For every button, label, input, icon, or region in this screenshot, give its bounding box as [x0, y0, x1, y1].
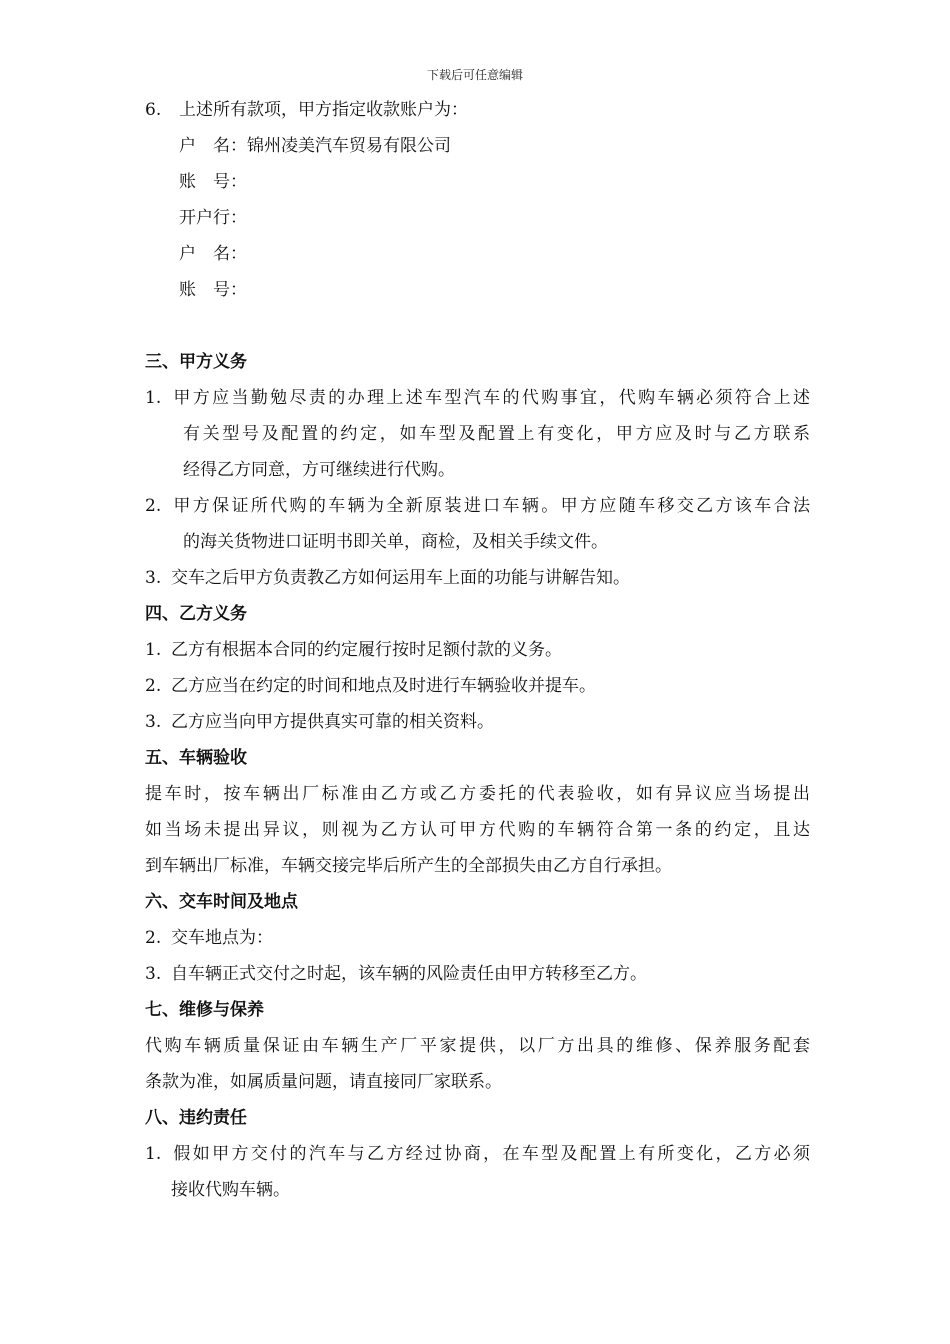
payment-intro-line [145, 92, 810, 128]
item-number: 6. [145, 100, 162, 120]
item-number: 2. [145, 496, 162, 516]
item-number: 1. [145, 1144, 162, 1164]
account-line [145, 236, 810, 272]
item-number: 1. [145, 388, 162, 408]
item-text: 假如甲方交付的汽车与乙方经过协商，在车型及配置上有所变化，乙方必须 [171, 1144, 810, 1164]
item-number: 3. [145, 568, 162, 588]
paragraph-line: 如当场未提出异议，则视为乙方认可甲方代购的车辆符合第一条的约定，且达 [145, 820, 810, 840]
item-text: 乙方有根据本合同的约定履行按时足额付款的义务。 [171, 640, 562, 660]
item-text: 交车之后甲方负责教乙方如何运用车上面的功能与讲解告知。 [171, 568, 630, 588]
header-note: 下载后可任意编辑 [426, 68, 523, 82]
paragraph-line: 提车时，按车辆出厂标准由乙方或乙方委托的代表验收，如有异议应当场提出 [145, 784, 810, 804]
document-body [145, 92, 810, 1208]
payment-intro: 上述所有款项，甲方指定收款账户为： [179, 100, 468, 120]
list-item [145, 668, 810, 704]
list-item [145, 1136, 810, 1172]
account-line [145, 200, 810, 236]
item-continuation: 接收代购车辆。 [171, 1180, 290, 1200]
paragraph-line: 代购车辆质量保证由车辆生产厂平家提供，以厂方出具的维修、保养服务配套 [145, 1036, 810, 1056]
section-title: 七、维修与保养 [145, 1000, 264, 1020]
list-item [145, 920, 810, 956]
account-line [145, 164, 810, 200]
account-line [145, 128, 810, 164]
item-number: 3. [145, 712, 162, 732]
list-item [145, 380, 810, 416]
list-item [145, 488, 810, 524]
item-number: 2. [145, 676, 162, 696]
section-title: 六、交车时间及地点 [145, 892, 298, 912]
list-item [145, 632, 810, 668]
section-title: 八、违约责任 [145, 1108, 247, 1128]
item-continuation: 的海关货物进口证明书即关单，商检，及相关手续文件。 [183, 532, 608, 552]
item-continuation: 有关型号及配置的约定，如车型及配置上有变化，甲方应及时与乙方联系 [183, 424, 810, 444]
item-continuation: 经得乙方同意，方可继续进行代购。 [183, 460, 455, 480]
item-text: 甲方保证所代购的车辆为全新原装进口车辆。甲方应随车移交乙方该车合法 [171, 496, 810, 516]
list-item [145, 560, 810, 596]
item-text: 自车辆正式交付之时起，该车辆的风险责任由甲方转移至乙方。 [171, 964, 647, 984]
account-label: 户 名： [179, 244, 247, 264]
item-text: 交车地点为： [171, 928, 273, 948]
account-value: 锦州凌美汽车贸易有限公司 [247, 136, 451, 156]
account-label: 账 号： [179, 172, 247, 192]
item-text: 甲方应当勤勉尽责的办理上述车型汽车的代购事宜，代购车辆必须符合上述 [171, 388, 810, 408]
item-text: 乙方应当在约定的时间和地点及时进行车辆验收并提车。 [171, 676, 596, 696]
section-title: 五、车辆验收 [145, 748, 247, 768]
account-label: 账 号： [179, 280, 247, 300]
section-title: 四、乙方义务 [145, 604, 247, 624]
account-label: 开户行： [179, 208, 247, 228]
list-item [145, 956, 810, 992]
account-line [145, 272, 810, 308]
paragraph-line: 到车辆出厂标准，车辆交接完毕后所产生的全部损失由乙方自行承担。 [145, 856, 672, 876]
account-label: 户 名： [179, 136, 247, 156]
item-text: 乙方应当向甲方提供真实可靠的相关资料。 [171, 712, 494, 732]
section-title: 三、甲方义务 [145, 352, 247, 372]
item-number: 2. [145, 928, 162, 948]
list-item [145, 704, 810, 740]
paragraph-line: 条款为准，如属质量问题，请直接同厂家联系。 [145, 1072, 502, 1092]
item-number: 1. [145, 640, 162, 660]
item-number: 3. [145, 964, 162, 984]
